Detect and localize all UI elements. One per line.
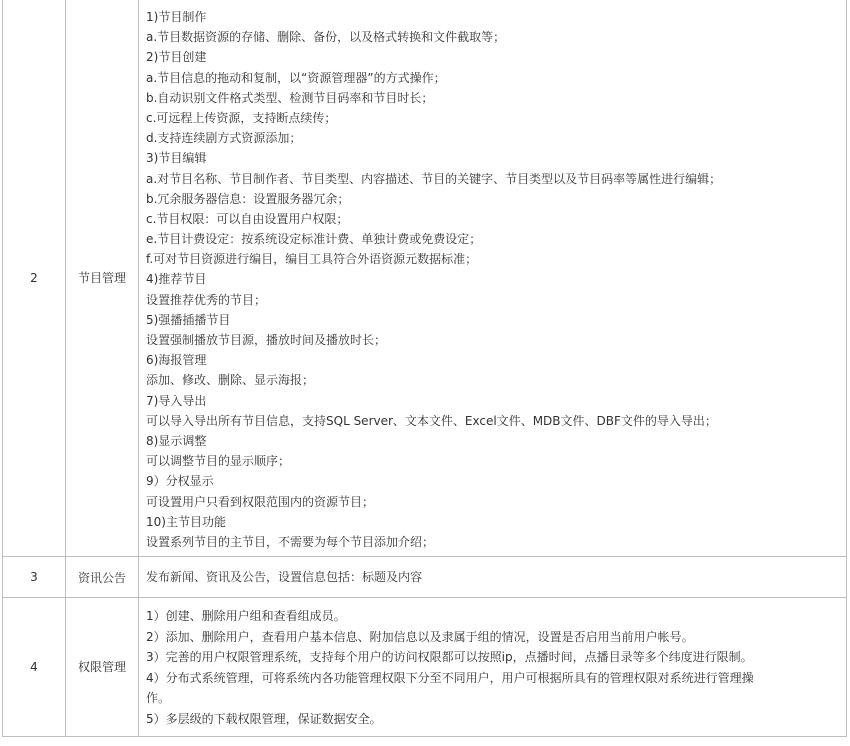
desc-line: 可以调整节目的显示顺序； — [146, 454, 291, 469]
desc-line: 1)节目制作 — [146, 10, 207, 24]
desc-line: 发布新闻、资讯及公告，设置信息包括：标题及内容 — [146, 569, 423, 584]
desc-line: 2）添加、删除用户，查看用户基本信息、附加信息以及隶属于组的情况，设置是否启用当前用户帐号。 — [146, 629, 694, 644]
desc-line: 添加、修改、删除、显示海报； — [146, 373, 315, 388]
desc-line: 4)推荐节目 — [146, 272, 207, 287]
desc-line: d.支持连续剧方式资源添加； — [146, 131, 302, 146]
desc-line: 可以导入导出所有节目信息，支持SQL Server、文本文件、Excel文件、MDB文件、DBF文件的导入导出； — [146, 413, 717, 428]
desc-line: 7)导入导出 — [146, 393, 207, 408]
desc-line: b.自动识别文件格式类型、检测节目码率和节目时长； — [146, 90, 434, 105]
desc-line: 设置系列节目的主节目，不需要为每个节目添加介绍； — [146, 534, 435, 549]
desc-line: a.节目信息的拖动和复制，以“资源管理器”的方式操作； — [146, 70, 446, 85]
desc-line: b.冗余服务器信息：设置服务器冗余； — [146, 191, 350, 206]
desc-line: 9）分权显示 — [146, 474, 214, 489]
row-number: 2 — [3, 0, 66, 557]
desc-line: c.节目权限：可以自由设置用户权限； — [146, 211, 349, 226]
desc-line: e.节目计费设定：按系统设定标准计费、单独计费或免费设定； — [146, 232, 482, 247]
desc-line: a.对节目名称、节目制作者、节目类型、内容描述、节目的关键字、节目类型以及节目码率等属性进行编辑； — [146, 171, 722, 186]
desc-line: 4）分布式系统管理，可将系统内各功能管理权限下分至不同用户，用户可根据所具有的管理权限对系统进行管理操 — [146, 670, 754, 685]
table-row — [3, 0, 847, 557]
table-row — [3, 557, 847, 598]
desc-line: 1）创建、删除用户组和查看组成员。 — [146, 609, 346, 624]
desc-line: f.可对节目资源进行编目，编目工具符合外语资源元数据标准； — [146, 252, 478, 267]
desc-line: 6)海报管理 — [146, 353, 207, 368]
desc-line: 5)强播插播节目 — [146, 312, 231, 327]
desc-line: 可设置用户只看到权限范围内的资源节目； — [146, 494, 375, 509]
desc-line: 3）完善的用户权限管理系统，支持每个用户的访问权限都可以按照ip，点播时间，点播目录等多个纬度进行限制。 — [146, 650, 753, 665]
desc-line: a.节目数据资源的存储、删除、备份，以及格式转换和文件截取等； — [146, 30, 506, 45]
desc-line: 5）多层级的下载权限管理，保证数据安全。 — [146, 712, 382, 727]
module-name: 权限管理 — [66, 598, 139, 737]
feature-table — [2, 0, 847, 737]
module-name: 节目管理 — [66, 0, 139, 557]
module-description — [139, 598, 847, 737]
module-description — [139, 0, 847, 557]
row-number: 3 — [3, 557, 66, 598]
desc-line: 3)节目编辑 — [146, 151, 207, 166]
desc-line: 2)节目创建 — [146, 50, 207, 65]
module-name: 资讯公告 — [66, 557, 139, 598]
desc-line: 设置强制播放节目源，播放时间及播放时长； — [146, 333, 387, 347]
desc-line: 作。 — [146, 691, 171, 706]
desc-line: c.可远程上传资源，支持断点续传； — [146, 110, 337, 125]
desc-line: 10)主节目功能 — [146, 514, 226, 529]
row-number: 4 — [3, 598, 66, 737]
desc-line: 设置推荐优秀的节目； — [146, 292, 267, 307]
desc-line: 8)显示调整 — [146, 433, 207, 448]
table-row — [3, 598, 847, 737]
module-description — [139, 557, 847, 598]
